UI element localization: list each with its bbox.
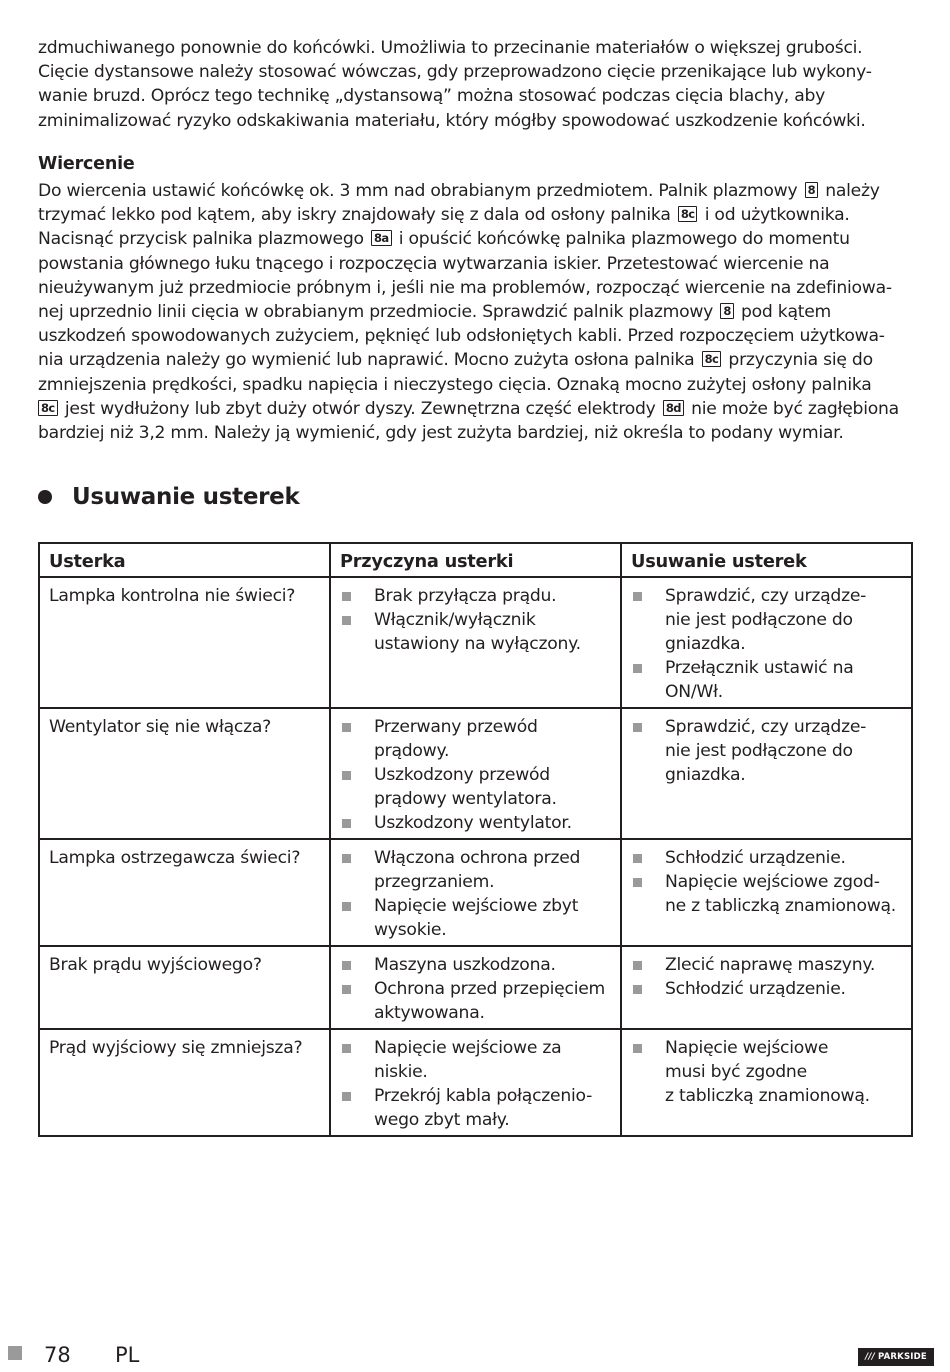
cause-item-line: Maszyna uszkodzona. (374, 955, 556, 975)
cause-item-line: prądowy. (374, 741, 450, 761)
causes-list (340, 953, 611, 1025)
ref-8-badge: 8 (720, 303, 733, 319)
remedy-item-line: Schłodzić urządzenie. (665, 979, 846, 999)
cause-item-line: wysokie. (374, 920, 447, 940)
remedy-item (631, 656, 902, 704)
remedies-list (631, 1036, 902, 1108)
cause-item-line: Napięcie wejściowe za (374, 1038, 562, 1058)
remedy-cell (621, 577, 912, 708)
cause-item-line: Włączona ochrona przed (374, 848, 581, 868)
table-row (39, 1029, 912, 1136)
intro-line: zdmuchiwanego ponownie do końcówki. Umożliwia to przecinanie materiałów o większej grubości. (38, 38, 863, 58)
troubleshooting-table (38, 542, 913, 1137)
remedies-list (631, 584, 902, 704)
remedy-cell (621, 946, 912, 1029)
remedy-item-line: Schłodzić urządzenie. (665, 848, 846, 868)
cause-item (340, 894, 611, 942)
remedy-item-line: gniazdka. (665, 634, 746, 654)
cause-cell (330, 839, 621, 946)
cause-cell (330, 946, 621, 1029)
remedy-item-line: z tabliczką znamionową. (665, 1086, 870, 1106)
causes-list (340, 1036, 611, 1132)
intro-paragraph (38, 36, 918, 133)
page-number: 78 (44, 1343, 71, 1367)
remedy-item-line: ON/Wł. (665, 682, 724, 702)
cause-item (340, 763, 611, 811)
remedy-cell (621, 1029, 912, 1136)
drilling-line: trzymać lekko pod kątem, aby iskry znajdowały się z dala od osłony palnika 8c i od użytkownika. (38, 205, 850, 226)
cause-item-line: Brak przyłącza prądu. (374, 586, 557, 606)
fault-cell: Brak prądu wyjściowego? (39, 946, 330, 1029)
cause-item-line: Przerwany przewód (374, 717, 538, 737)
parkside-logo: /// PARKSIDE (858, 1348, 934, 1366)
cause-cell (330, 577, 621, 708)
causes-list (340, 584, 611, 656)
drilling-line: uszkodzeń spowodowanych zużyciem, pęknięć lub odsłoniętych kabli. Przed rozpoczęciem użytkowa- (38, 326, 885, 347)
cause-item-line: Przekrój kabla połączenio- (374, 1086, 593, 1106)
remedy-item-line: nie jest podłączone do (665, 741, 853, 761)
cause-item-line: Uszkodzony wentylator. (374, 813, 572, 833)
ref-8c-badge: 8c (702, 351, 722, 367)
table-row (39, 839, 912, 946)
fault-cell: Wentylator się nie włącza? (39, 708, 330, 839)
cause-item-line: niskie. (374, 1062, 428, 1082)
ref-8a-badge: 8a (371, 230, 392, 246)
table-row (39, 708, 912, 839)
cause-item-line: ustawiony na wyłączony. (374, 634, 581, 654)
remedy-item-line: nie jest podłączone do (665, 610, 853, 630)
remedy-item (631, 1036, 902, 1108)
intro-line: Cięcie dystansowe należy stosować wówczas, gdy przeprowadzono cięcie przenikające lub wykony- (38, 62, 872, 83)
language-code: PL (115, 1343, 140, 1367)
remedy-item-line: Przełącznik ustawić na (665, 658, 854, 678)
drilling-line: 8c jest wydłużony lub zbyt duży otwór dyszy. Zewnętrzna część elektrody 8d nie może być zagłębiona (38, 397, 918, 421)
remedy-item (631, 715, 902, 787)
drilling-line: Nacisnąć przycisk palnika plazmowego 8a i opuścić końcówkę palnika plazmowego do momentu (38, 229, 850, 250)
remedy-item-line: ne z tabliczką znamionową. (665, 896, 897, 916)
remedies-list (631, 846, 902, 918)
column-header-remedy: Usuwanie usterek (621, 543, 912, 577)
cause-item-line: prądowy wentylatora. (374, 789, 557, 809)
remedy-cell (621, 708, 912, 839)
bullet-icon (38, 490, 52, 504)
page-marker-square (8, 1346, 22, 1360)
ref-8-badge: 8 (805, 182, 818, 198)
intro-line: zminimalizować ryzyko odskakiwania materiału, który mógłby spowodować uszkodzenie końcówki. (38, 110, 866, 131)
cause-item-line: wego zbyt mały. (374, 1110, 510, 1130)
cause-item (340, 1084, 611, 1132)
remedy-cell (621, 839, 912, 946)
ref-8c-badge: 8c (678, 206, 698, 222)
troubleshooting-section-heading (38, 484, 299, 510)
remedy-item-line: Sprawdzić, czy urządze- (665, 586, 867, 606)
drilling-line: zmniejszenia prędkości, spadku napięcia i nieczystego cięcia. Oznaką mocno zużytej osłony palnika (38, 374, 872, 395)
causes-list (340, 846, 611, 942)
remedy-item (631, 846, 902, 870)
drilling-line: powstania głównego łuku tnącego i rozpoczęcia wytwarzania iskier. Przetestować wiercenie na (38, 253, 830, 274)
drilling-line: Do wiercenia ustawić końcówkę ok. 3 mm nad obrabianym przedmiotem. Palnik plazmowy 8 należy (38, 181, 880, 201)
remedy-item-line: Zlecić naprawę maszyny. (665, 955, 876, 975)
remedies-list (631, 953, 902, 1001)
remedy-item-line: gniazdka. (665, 765, 746, 785)
remedy-item-line: Napięcie wejściowe (665, 1038, 829, 1058)
cause-item (340, 608, 611, 656)
table-row (39, 946, 912, 1029)
cause-item-line: Ochrona przed przepięciem (374, 979, 606, 999)
cause-item-line: Włącznik/wyłącznik (374, 610, 536, 630)
cause-item (340, 846, 611, 894)
remedy-item (631, 584, 902, 656)
remedy-item-line: Napięcie wejściowe zgod- (665, 872, 880, 892)
remedy-item-line: Sprawdzić, czy urządze- (665, 717, 867, 737)
drilling-line: nia urządzenia należy go wymienić lub naprawić. Mocno zużyta osłona palnika 8c przyczynia się do (38, 350, 873, 371)
cause-item (340, 715, 611, 763)
table-row (39, 577, 912, 708)
remedies-list (631, 715, 902, 787)
remedy-item-line: musi być zgodne (665, 1062, 807, 1082)
cause-item-line: Napięcie wejściowe zbyt (374, 896, 579, 916)
remedy-item (631, 977, 902, 1001)
fault-cell: Prąd wyjściowy się zmniejsza? (39, 1029, 330, 1136)
column-header-cause: Przyczyna usterki (330, 543, 621, 577)
cause-item (340, 1036, 611, 1084)
cause-item (340, 584, 611, 608)
drilling-line: bardziej niż 3,2 mm. Należy ją wymienić, gdy jest zużyta bardziej, niż określa to podany wymiar. (38, 423, 844, 444)
cause-item-line: aktywowana. (374, 1003, 485, 1023)
section-title: Usuwanie usterek (72, 484, 300, 510)
cause-item (340, 953, 611, 977)
drilling-paragraph (38, 179, 918, 445)
drilling-line: nej uprzednio linii cięcia w obrabianym przedmiocie. Sprawdzić palnik plazmowy 8 pod kątem (38, 302, 832, 323)
remedy-item (631, 953, 902, 977)
column-header-fault: Usterka (39, 543, 330, 577)
intro-line: wanie bruzd. Oprócz tego technikę „dystansową” można stosować podczas cięcia blachy, aby (38, 86, 826, 107)
drilling-heading: Wiercenie (38, 154, 135, 174)
remedy-item (631, 870, 902, 918)
cause-cell (330, 708, 621, 839)
fault-cell: Lampka kontrolna nie świeci? (39, 577, 330, 708)
ref-8c-badge: 8c (38, 400, 58, 416)
cause-item-line: przegrzaniem. (374, 872, 495, 892)
table-header-row (39, 543, 912, 577)
cause-cell (330, 1029, 621, 1136)
cause-item (340, 977, 611, 1025)
cause-item (340, 811, 611, 835)
cause-item-line: Uszkodzony przewód (374, 765, 550, 785)
drilling-line: nieużywanym już przedmiocie próbnym i, jeśli nie ma problemów, rozpocząć wiercenie na zdefiniowa- (38, 277, 892, 298)
causes-list (340, 715, 611, 835)
fault-cell: Lampka ostrzegawcza świeci? (39, 839, 330, 946)
ref-8d-badge: 8d (663, 400, 684, 416)
